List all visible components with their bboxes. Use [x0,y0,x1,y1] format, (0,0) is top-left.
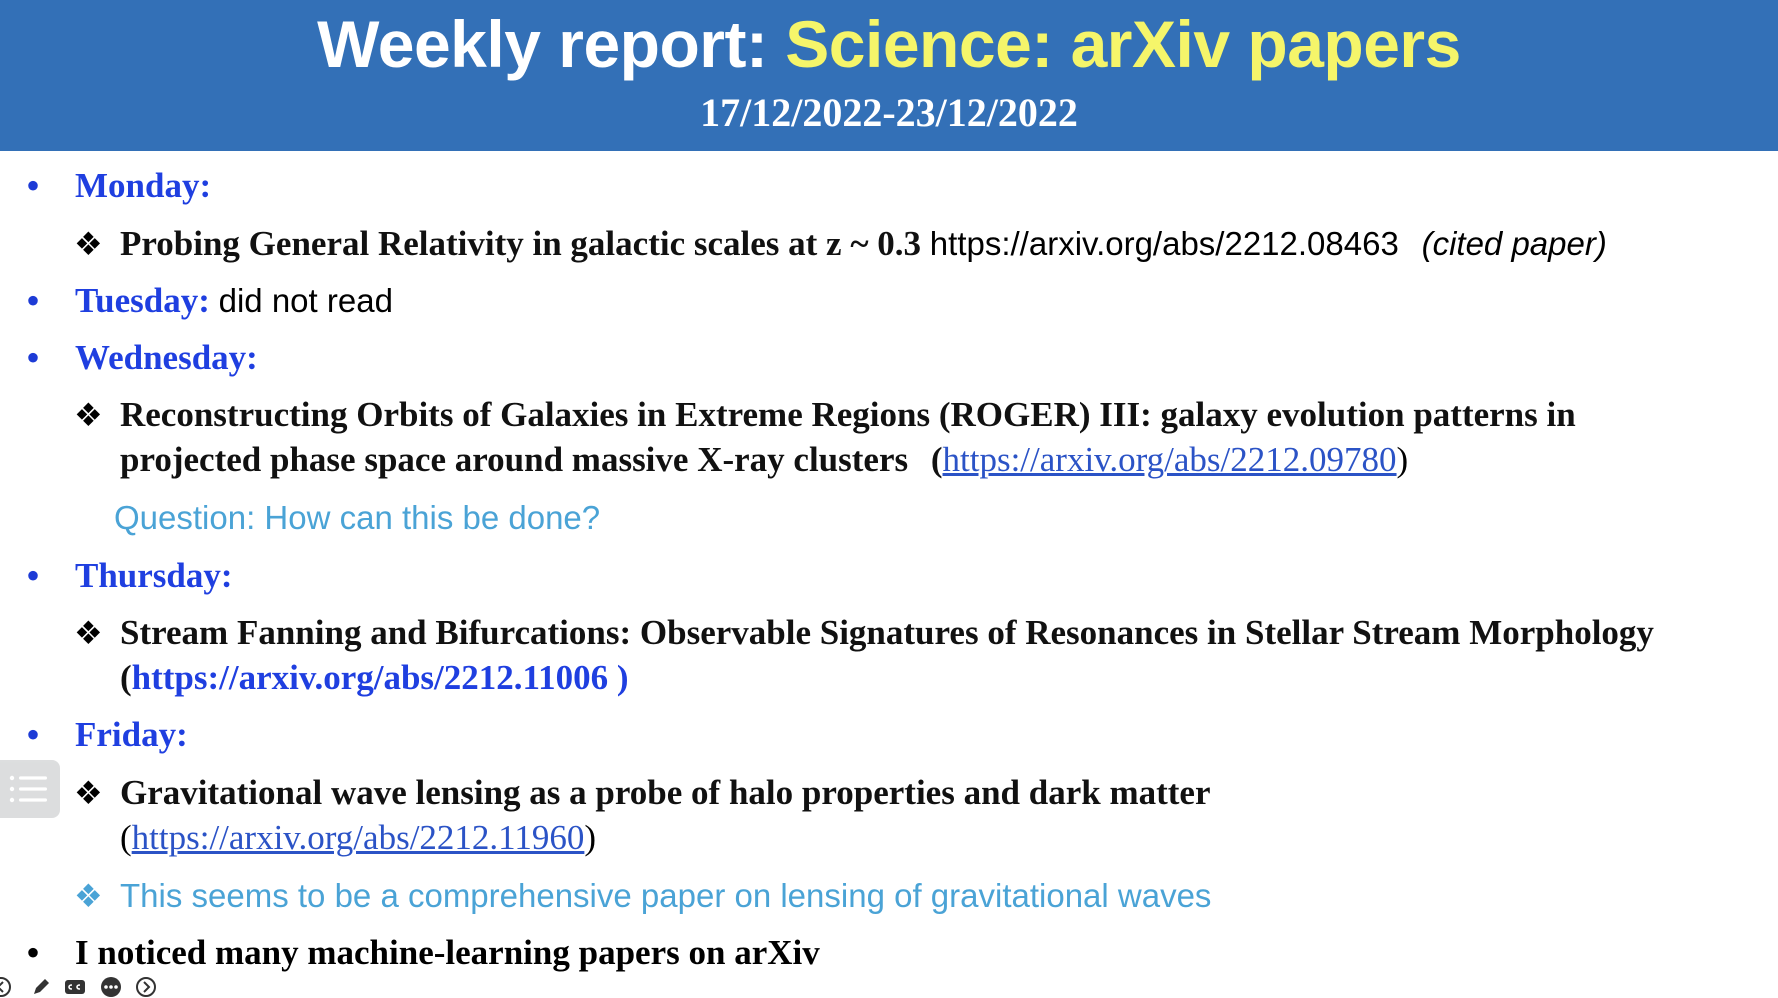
thursday-paper-line2 [120,656,629,700]
presentation-controls [0,976,200,998]
title-highlight: Science: arXiv papers [785,7,1461,81]
bullet-icon: • [26,163,41,208]
monday-paper-note: (cited paper) [1421,225,1607,262]
wednesday-paper-line1 [120,393,1576,437]
monday-label: Monday: [75,166,212,205]
monday-paper-url[interactable]: https://arxiv.org/abs/2212.08463 [929,225,1399,262]
bullet-icon: • [26,278,41,323]
diamond-bullet-icon: ❖ [74,226,103,262]
friday-close-paren: ) [584,818,597,857]
wednesday-open-paren: ( [930,440,943,479]
wednesday-label: Wednesday: [75,338,258,377]
list-icon [8,774,52,804]
thursday-heading [75,554,233,598]
monday-heading [75,164,211,208]
date-range: 17/12/2022-23/12/2022 [700,90,1078,135]
wednesday-paper-title-line1: Reconstructing Orbits of Galaxies in Extreme Regions (ROGER) III: galaxy evolution patterns in [120,395,1576,434]
wednesday-close-paren: ) [1396,440,1409,479]
friday-paper-url[interactable]: https://arxiv.org/abs/2212.11960 [131,818,585,857]
pen-icon[interactable] [30,976,52,998]
previous-slide-icon[interactable] [0,976,12,998]
thursday-label: Thursday: [75,556,233,595]
bullet-icon: • [26,553,41,598]
friday-paper-line2 [120,816,596,860]
friday-heading [75,713,188,757]
tuesday-text: did not read [218,282,393,319]
tuesday-label: Tuesday: [75,281,210,320]
header-banner [0,0,1778,151]
wednesday-paper-url[interactable]: https://arxiv.org/abs/2212.09780 [942,440,1397,479]
thursday-open-paren: ( [120,658,132,697]
friday-open-paren: ( [120,818,132,857]
thursday-paper-line1 [120,611,1654,655]
bullet-icon: • [26,335,41,380]
title-prefix: Weekly report: [317,7,786,81]
captions-icon[interactable] [64,976,86,998]
monday-paper-title: Probing General Relativity in galactic scales at z ~ 0.3 [120,224,922,263]
wednesday-paper-title-line2: projected phase space around massive X-ray clusters [120,440,909,479]
friday-label: Friday: [75,715,188,754]
friday-paper-title: Gravitational wave lensing as a probe of halo properties and dark matter [120,773,1211,812]
diamond-bullet-icon: ❖ [74,615,103,651]
wednesday-heading [75,336,258,380]
diamond-bullet-icon: ❖ [74,775,103,811]
thursday-paper-url[interactable]: https://arxiv.org/abs/2212.11006 ) [131,658,629,697]
slide-title [0,4,1778,84]
thursday-paper-title: Stream Fanning and Bifurcations: Observable Signatures of Resonances in Stellar Stream Morphology [120,613,1654,652]
tuesday-heading [75,279,393,323]
final-note: I noticed many machine-learning papers on arXiv [75,933,820,972]
wednesday-paper-line2 [120,438,1408,482]
next-slide-icon[interactable] [135,976,157,998]
outline-list-button[interactable] [0,760,60,818]
more-options-icon[interactable] [100,976,122,998]
friday-paper-line1 [120,771,1211,815]
diamond-bullet-icon: ❖ [74,397,103,433]
diamond-bullet-icon: ❖ [74,878,103,914]
bullet-icon: • [26,712,41,757]
bullet-icon: • [26,930,41,975]
wednesday-question: Question: How can this be done? [114,499,601,536]
monday-paper [120,222,1607,266]
friday-comment: This seems to be a comprehensive paper on lensing of gravitational waves [120,877,1212,914]
